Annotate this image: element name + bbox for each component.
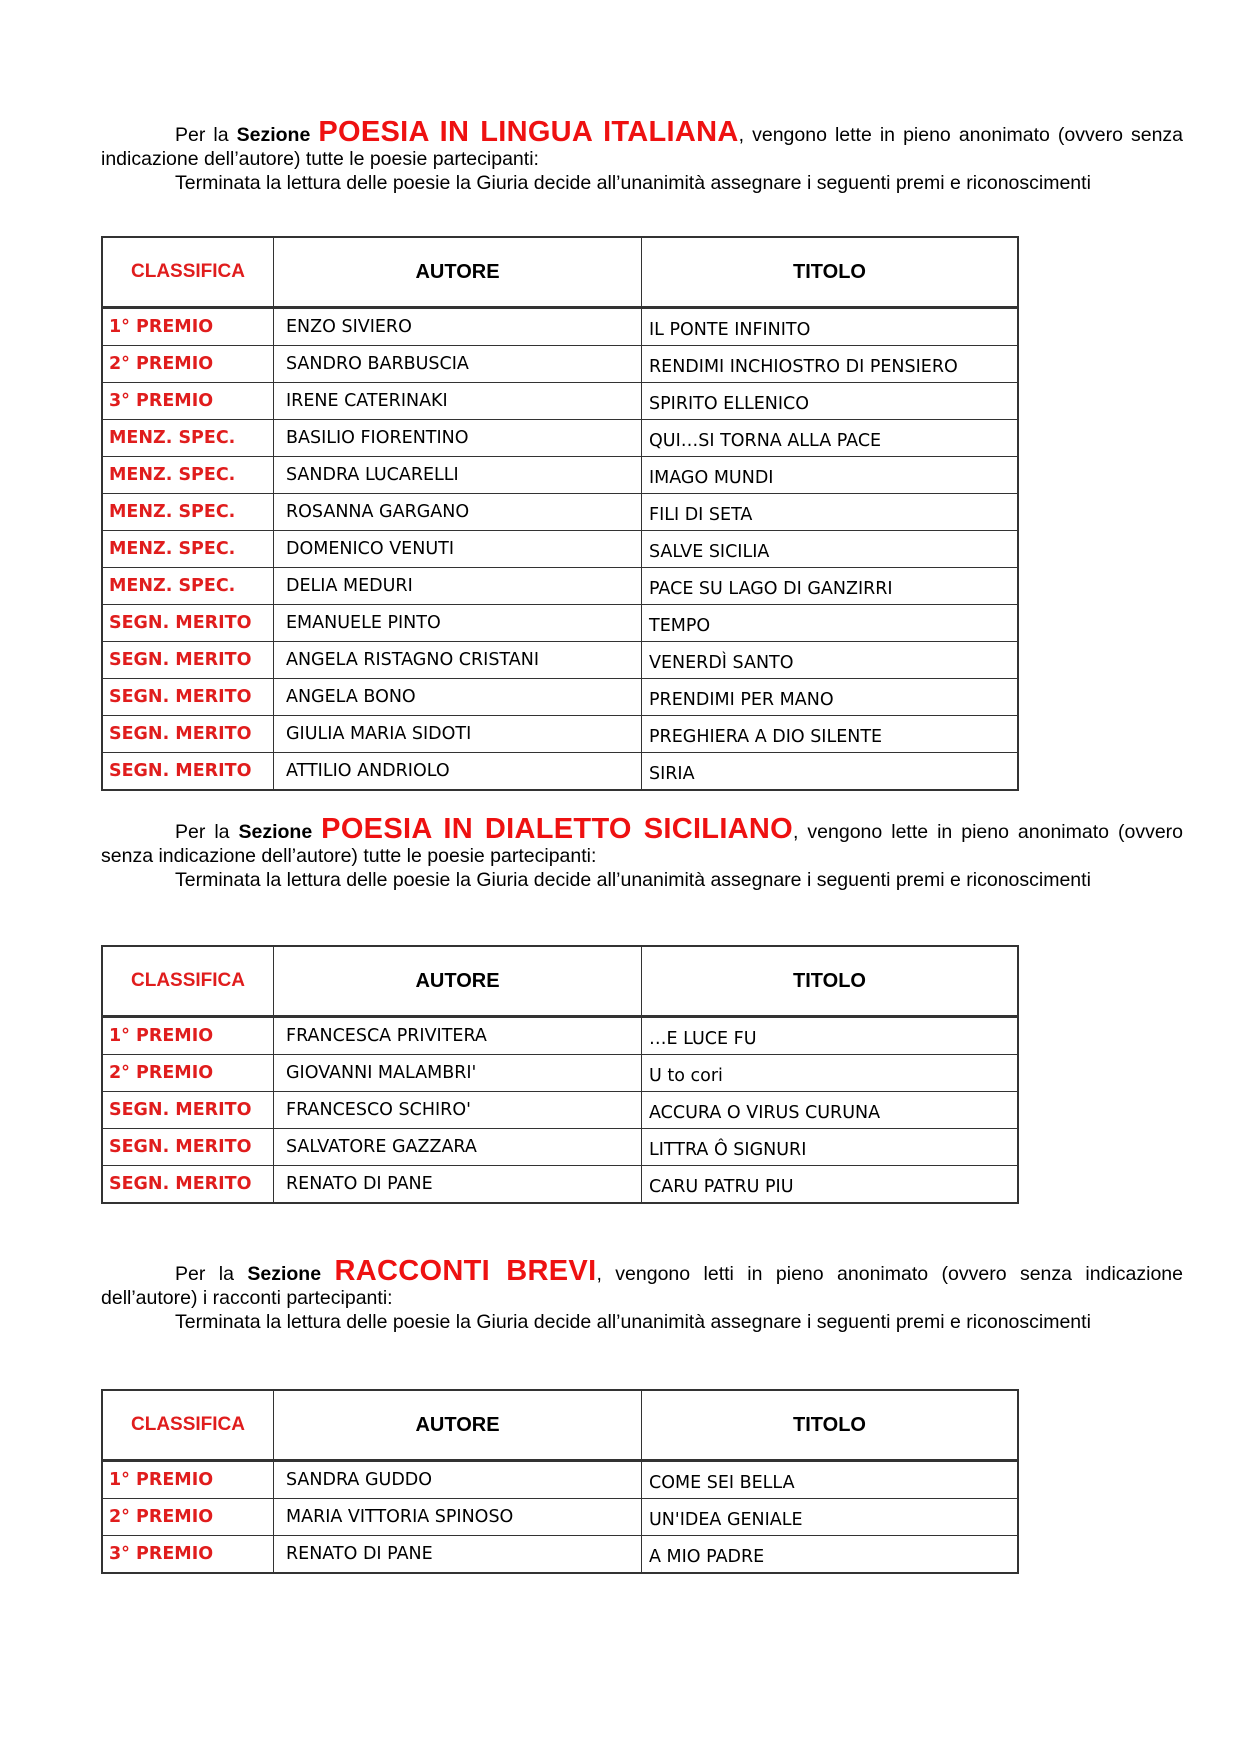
table-row [102, 420, 1018, 457]
section-intro [101, 1255, 1183, 1310]
cell-titolo: FILI DI SETA [642, 494, 1019, 531]
cell-titolo: SPIRITO ELLENICO [642, 383, 1019, 420]
header-classifica: CLASSIFICA [102, 237, 274, 308]
cell-classifica: SEGN. MERITO [102, 716, 274, 753]
table-header-row [102, 1390, 1018, 1461]
cell-autore: ATTILIO ANDRIOLO [274, 753, 642, 791]
section-title: POESIA IN DIALETTO SICILIANO [321, 813, 794, 845]
cell-classifica: 3° PREMIO [102, 1536, 274, 1574]
cell-autore: EMANUELE PINTO [274, 605, 642, 642]
cell-autore: IRENE CATERINAKI [274, 383, 642, 420]
cell-titolo: PREGHIERA A DIO SILENTE [642, 716, 1019, 753]
cell-autore: BASILIO FIORENTINO [274, 420, 642, 457]
cell-classifica: 2° PREMIO [102, 1499, 274, 1536]
cell-autore: SALVATORE GAZZARA [274, 1129, 642, 1166]
cell-classifica: SEGN. MERITO [102, 753, 274, 791]
table-row [102, 1092, 1018, 1129]
intro-prefix: Per la [175, 124, 237, 146]
header-autore: AUTORE [274, 946, 642, 1017]
cell-autore: ENZO SIVIERO [274, 308, 642, 346]
table-row [102, 1461, 1018, 1499]
header-classifica: CLASSIFICA [102, 1390, 274, 1461]
table-row [102, 642, 1018, 679]
section-intro-line2: Terminata la lettura delle poesie la Giuria decide all’unanimità assegnare i seguenti premi e riconoscimenti [175, 1311, 1091, 1333]
table-row [102, 383, 1018, 420]
cell-classifica: MENZ. SPEC. [102, 531, 274, 568]
table-row [102, 346, 1018, 383]
cell-autore: DOMENICO VENUTI [274, 531, 642, 568]
section-poesia-dialetto [101, 813, 1183, 892]
cell-autore: SANDRO BARBUSCIA [274, 346, 642, 383]
cell-autore: DELIA MEDURI [274, 568, 642, 605]
header-titolo: TITOLO [642, 1390, 1019, 1461]
cell-titolo: UN'IDEA GENIALE [642, 1499, 1019, 1536]
sezione-label: Sezione [238, 821, 313, 843]
table-header-row [102, 237, 1018, 308]
cell-classifica: MENZ. SPEC. [102, 494, 274, 531]
intro-prefix: Per la [175, 1263, 248, 1285]
cell-autore: RENATO DI PANE [274, 1536, 642, 1574]
sezione-label: Sezione [236, 124, 311, 146]
table-row [102, 753, 1018, 791]
sezione-label: Sezione [247, 1263, 322, 1285]
header-autore: AUTORE [274, 237, 642, 308]
cell-titolo: PACE SU LAGO DI GANZIRRI [642, 568, 1019, 605]
table-row [102, 1055, 1018, 1092]
cell-titolo: COME SEI BELLA [642, 1461, 1019, 1499]
cell-titolo: ACCURA O VIRUS CURUNA [642, 1092, 1019, 1129]
table-row [102, 568, 1018, 605]
cell-autore: SANDRA LUCARELLI [274, 457, 642, 494]
table-row [102, 308, 1018, 346]
table-row [102, 531, 1018, 568]
cell-titolo: LITTRA Ô SIGNURI [642, 1129, 1019, 1166]
cell-titolo: TEMPO [642, 605, 1019, 642]
cell-titolo: SALVE SICILIA [642, 531, 1019, 568]
section-title: RACCONTI BREVI [334, 1255, 597, 1287]
table-row [102, 716, 1018, 753]
intro-prefix: Per la [175, 821, 239, 843]
table-row [102, 494, 1018, 531]
table-row [102, 1536, 1018, 1574]
cell-autore: MARIA VITTORIA SPINOSO [274, 1499, 642, 1536]
header-classifica: CLASSIFICA [102, 946, 274, 1017]
cell-classifica: 1° PREMIO [102, 1017, 274, 1055]
table-row [102, 457, 1018, 494]
cell-classifica: SEGN. MERITO [102, 1092, 274, 1129]
section-title: POESIA IN LINGUA ITALIANA [318, 116, 739, 148]
cell-autore: GIULIA MARIA SIDOTI [274, 716, 642, 753]
table-row [102, 679, 1018, 716]
header-autore: AUTORE [274, 1390, 642, 1461]
cell-classifica: SEGN. MERITO [102, 679, 274, 716]
cell-classifica: SEGN. MERITO [102, 642, 274, 679]
section-intro [101, 813, 1183, 868]
cell-autore: ROSANNA GARGANO [274, 494, 642, 531]
table-row [102, 1166, 1018, 1204]
table-header-row [102, 946, 1018, 1017]
section-intro-line2: Terminata la lettura delle poesie la Giuria decide all’unanimità assegnare i seguenti premi e riconoscimenti [175, 172, 1091, 194]
cell-titolo: CARU PATRU PIU [642, 1166, 1019, 1204]
awards-table-poesia-dialetto [101, 945, 1019, 1204]
cell-autore: FRANCESCA PRIVITERA [274, 1017, 642, 1055]
cell-titolo: VENERDÌ SANTO [642, 642, 1019, 679]
cell-classifica: SEGN. MERITO [102, 1129, 274, 1166]
header-titolo: TITOLO [642, 946, 1019, 1017]
cell-classifica: SEGN. MERITO [102, 605, 274, 642]
awards-table-poesia-italiana [101, 236, 1019, 791]
cell-titolo: IL PONTE INFINITO [642, 308, 1019, 346]
cell-titolo: SIRIA [642, 753, 1019, 791]
cell-classifica: MENZ. SPEC. [102, 420, 274, 457]
cell-classifica: 1° PREMIO [102, 1461, 274, 1499]
cell-titolo: …E LUCE FU [642, 1017, 1019, 1055]
cell-classifica: 3° PREMIO [102, 383, 274, 420]
awards-table-racconti-brevi [101, 1389, 1019, 1574]
cell-classifica: 2° PREMIO [102, 1055, 274, 1092]
cell-autore: RENATO DI PANE [274, 1166, 642, 1204]
section-intro-line2: Terminata la lettura delle poesie la Giuria decide all’unanimità assegnare i seguenti premi e riconoscimenti [175, 869, 1091, 891]
cell-autore: FRANCESCO SCHIRO' [274, 1092, 642, 1129]
cell-titolo: QUI…SI TORNA ALLA PACE [642, 420, 1019, 457]
cell-autore: ANGELA BONO [274, 679, 642, 716]
cell-titolo: U to cori [642, 1055, 1019, 1092]
cell-titolo: PRENDIMI PER MANO [642, 679, 1019, 716]
section-poesia-italiana [101, 116, 1184, 195]
cell-titolo: A MIO PADRE [642, 1536, 1019, 1574]
table-row [102, 1499, 1018, 1536]
intro-suffix: , vengono lette in pieno anonimato (ovvero senza indicazione dell’autore) tutte le poesie partecipanti: [101, 821, 1183, 867]
header-titolo: TITOLO [642, 237, 1019, 308]
cell-titolo: IMAGO MUNDI [642, 457, 1019, 494]
cell-autore: GIOVANNI MALAMBRI' [274, 1055, 642, 1092]
table-row [102, 605, 1018, 642]
cell-autore: ANGELA RISTAGNO CRISTANI [274, 642, 642, 679]
cell-autore: SANDRA GUDDO [274, 1461, 642, 1499]
table-row [102, 1017, 1018, 1055]
cell-classifica: SEGN. MERITO [102, 1166, 274, 1204]
cell-classifica: 1° PREMIO [102, 308, 274, 346]
section-racconti-brevi [101, 1255, 1183, 1334]
cell-classifica: MENZ. SPEC. [102, 457, 274, 494]
cell-titolo: RENDIMI INCHIOSTRO DI PENSIERO [642, 346, 1019, 383]
cell-classifica: 2° PREMIO [102, 346, 274, 383]
table-row [102, 1129, 1018, 1166]
section-intro [101, 116, 1184, 171]
intro-suffix: , vengono letti in pieno anonimato (ovvero senza indicazione dell’autore) i racconti partecipanti: [101, 1263, 1183, 1309]
cell-classifica: MENZ. SPEC. [102, 568, 274, 605]
intro-suffix: , vengono lette in pieno anonimato (ovvero senza indicazione dell’autore) tutte le poesie partecipanti: [101, 124, 1184, 170]
